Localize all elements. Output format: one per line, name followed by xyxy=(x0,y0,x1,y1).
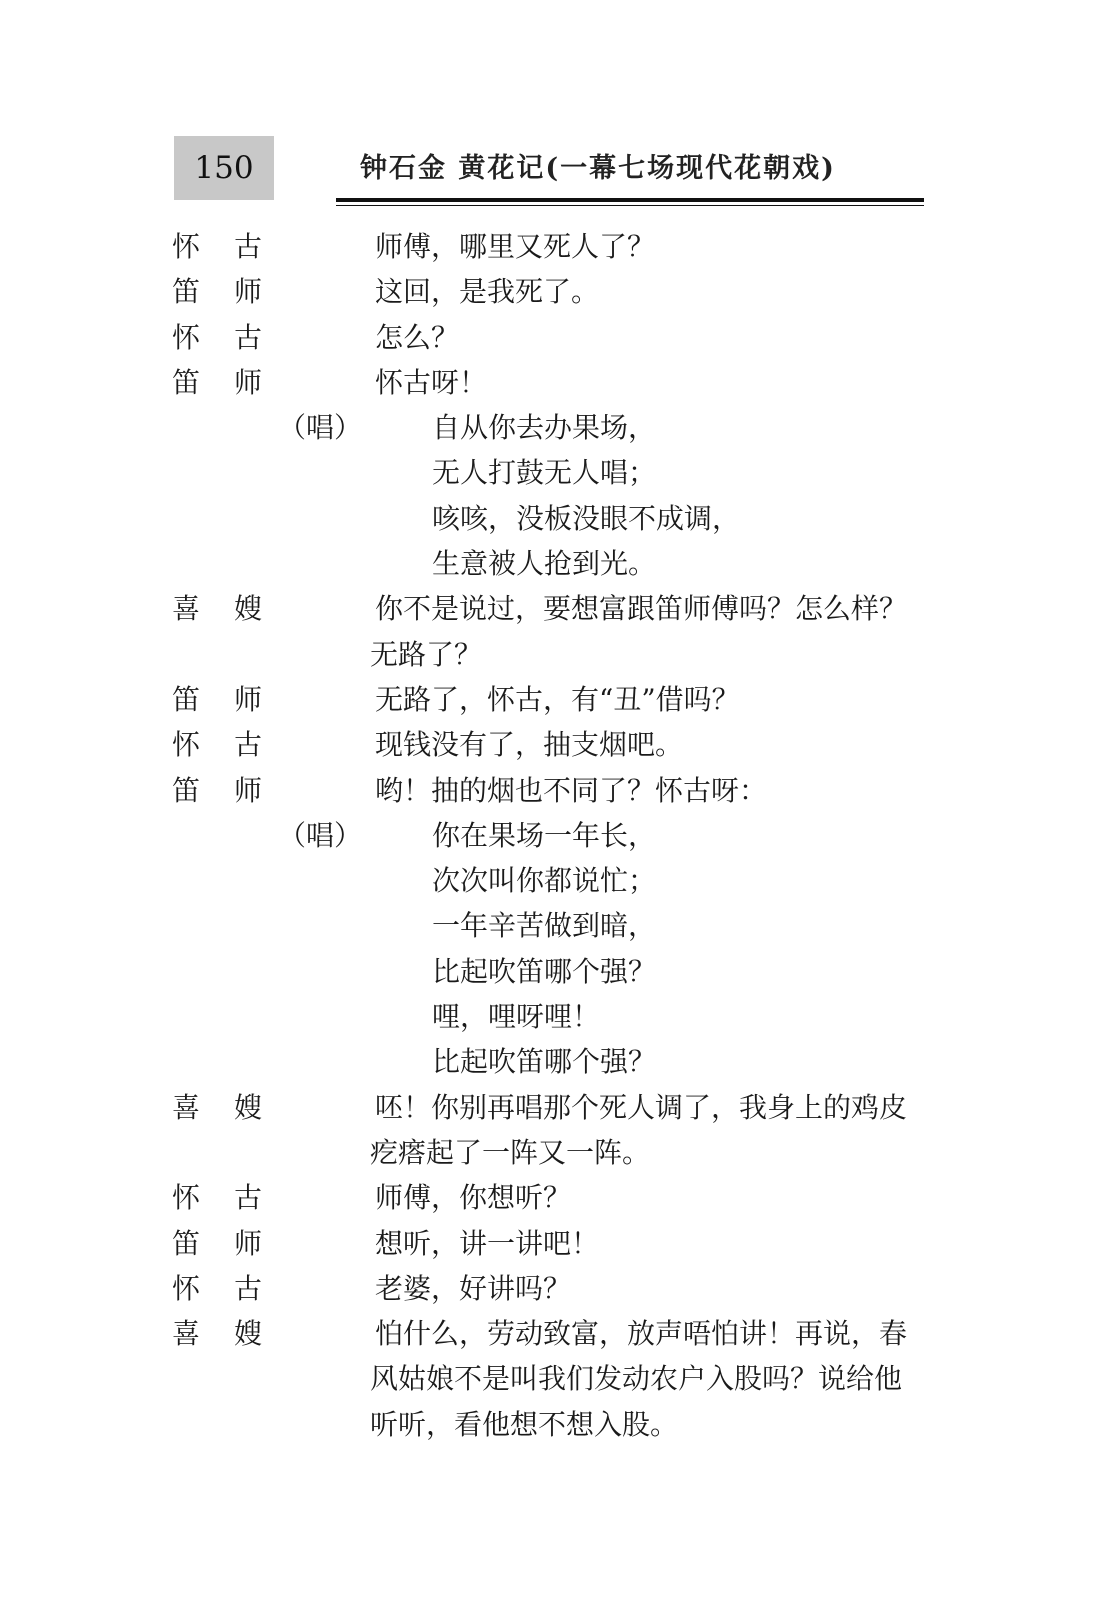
speaker-name xyxy=(172,269,262,314)
stage-direction: （唱） xyxy=(278,818,363,852)
script-line xyxy=(172,224,932,269)
script-line xyxy=(172,360,932,405)
lyric-line: 次次叫你都说忙； xyxy=(432,864,657,898)
speaker-char: 笛 xyxy=(172,275,201,309)
speaker-char: 古 xyxy=(233,1271,262,1305)
lyric-line: 一年辛苦做到暗， xyxy=(432,909,657,943)
page-number: 150 xyxy=(174,136,274,200)
speaker-char: 笛 xyxy=(172,1226,201,1260)
dialogue-text: 听听，看他想不想入股。 xyxy=(370,1407,679,1441)
speaker-char: 喜 xyxy=(172,1317,201,1351)
speaker-char: 怀 xyxy=(172,1271,201,1305)
dialogue-text: 怀古呀！ xyxy=(375,365,488,399)
header-rule-thick xyxy=(336,198,924,202)
script-line xyxy=(172,1311,932,1356)
speaker-name xyxy=(172,1266,262,1311)
dialogue-text: 哟！抽的烟也不同了？怀古呀： xyxy=(375,773,768,807)
speaker-char: 怀 xyxy=(172,1181,201,1215)
dialogue-text: 疙瘩起了一阵又一阵。 xyxy=(370,1135,651,1169)
script-line xyxy=(172,1039,932,1084)
speaker-char: 师 xyxy=(233,1226,262,1260)
dialogue-text: 师傅，哪里又死人了？ xyxy=(375,230,656,263)
header-rule-thin xyxy=(336,205,924,206)
speaker-char: 师 xyxy=(233,365,262,399)
speaker-char: 古 xyxy=(233,1181,262,1215)
script-line xyxy=(172,1402,932,1447)
dialogue-text: 风姑娘不是叫我们发动农户入股吗？说给他 xyxy=(370,1362,903,1396)
speaker-name xyxy=(172,1311,262,1356)
script-line xyxy=(172,768,932,813)
speaker-name xyxy=(172,768,262,813)
script-line xyxy=(172,541,932,586)
speaker-char: 师 xyxy=(233,682,262,716)
speaker-char: 师 xyxy=(233,275,262,309)
speaker-name xyxy=(172,586,262,631)
script-line xyxy=(172,903,932,948)
speaker-char: 古 xyxy=(233,728,262,762)
script-line xyxy=(172,1356,932,1401)
lyric-line: 无人打鼓无人唱； xyxy=(432,456,657,490)
script-line xyxy=(172,1085,932,1130)
speaker-name xyxy=(172,722,262,767)
lyric-line: 自从你去办果场， xyxy=(432,411,657,445)
speaker-char: 嫂 xyxy=(233,592,262,626)
speaker-char: 笛 xyxy=(172,365,201,399)
script-line xyxy=(172,1130,932,1175)
script-line xyxy=(172,994,932,1039)
dialogue-text: 怎么？ xyxy=(375,320,460,354)
speaker-char: 笛 xyxy=(172,682,201,716)
stage-direction: （唱） xyxy=(278,411,363,445)
script-line xyxy=(172,722,932,767)
script-line xyxy=(172,677,932,722)
script-line xyxy=(172,858,932,903)
script-line xyxy=(172,450,932,495)
running-head: 钟石金 黄花记(一幕七场现代花朝戏) xyxy=(360,153,836,184)
script-line xyxy=(172,315,932,360)
lyric-line: 比起吹笛哪个强？ xyxy=(432,1045,657,1079)
speaker-char: 怀 xyxy=(172,230,201,263)
lyric-line: 咳咳，没板没眼不成调， xyxy=(432,501,741,535)
speaker-name xyxy=(172,1221,262,1266)
speaker-char: 古 xyxy=(233,320,262,354)
dialogue-text: 无路了，怀古，有“丑”借吗？ xyxy=(375,682,740,716)
speaker-char: 怀 xyxy=(172,728,201,762)
dialogue-text: 师傅，你想听？ xyxy=(375,1181,572,1215)
speaker-name xyxy=(172,677,262,722)
speaker-name xyxy=(172,224,262,269)
speaker-char: 怀 xyxy=(172,320,201,354)
dialogue-text: 老婆，好讲吗？ xyxy=(375,1271,572,1305)
script-line xyxy=(172,632,932,677)
lyric-line: 哩，哩呀哩！ xyxy=(432,1000,601,1034)
speaker-name xyxy=(172,360,262,405)
speaker-char: 喜 xyxy=(172,592,201,626)
dialogue-text: 无路了？ xyxy=(370,637,483,671)
speaker-char: 嫂 xyxy=(233,1090,262,1124)
script-body xyxy=(172,224,932,1447)
speaker-char: 笛 xyxy=(172,773,201,807)
lyric-line: 比起吹笛哪个强？ xyxy=(432,954,657,988)
speaker-char: 喜 xyxy=(172,1090,201,1124)
lyric-line: 生意被人抢到光。 xyxy=(432,547,657,581)
dialogue-text: 怕什么，劳动致富，放声唔怕讲！再说，春 xyxy=(375,1317,908,1351)
script-line xyxy=(172,949,932,994)
speaker-char: 嫂 xyxy=(233,1317,262,1351)
dialogue-text: 现钱没有了，抽支烟吧。 xyxy=(375,728,684,762)
script-line xyxy=(172,405,932,450)
dialogue-text: 想听，讲一讲吧！ xyxy=(375,1226,600,1260)
dialogue-text: 呸！你别再唱那个死人调了，我身上的鸡皮 xyxy=(375,1090,908,1124)
script-line xyxy=(172,586,932,631)
dialogue-text: 这回，是我死了。 xyxy=(375,275,600,309)
script-line xyxy=(172,496,932,541)
dialogue-text: 你不是说过，要想富跟笛师傅吗？怎么样？ xyxy=(375,592,908,626)
script-line xyxy=(172,269,932,314)
lyric-line: 你在果场一年长， xyxy=(432,818,657,852)
speaker-name xyxy=(172,315,262,360)
script-line xyxy=(172,1175,932,1220)
speaker-char: 古 xyxy=(233,230,262,263)
speaker-name xyxy=(172,1175,262,1220)
script-line xyxy=(172,1221,932,1266)
speaker-name xyxy=(172,1085,262,1130)
speaker-char: 师 xyxy=(233,773,262,807)
script-line xyxy=(172,813,932,858)
script-line xyxy=(172,1266,932,1311)
